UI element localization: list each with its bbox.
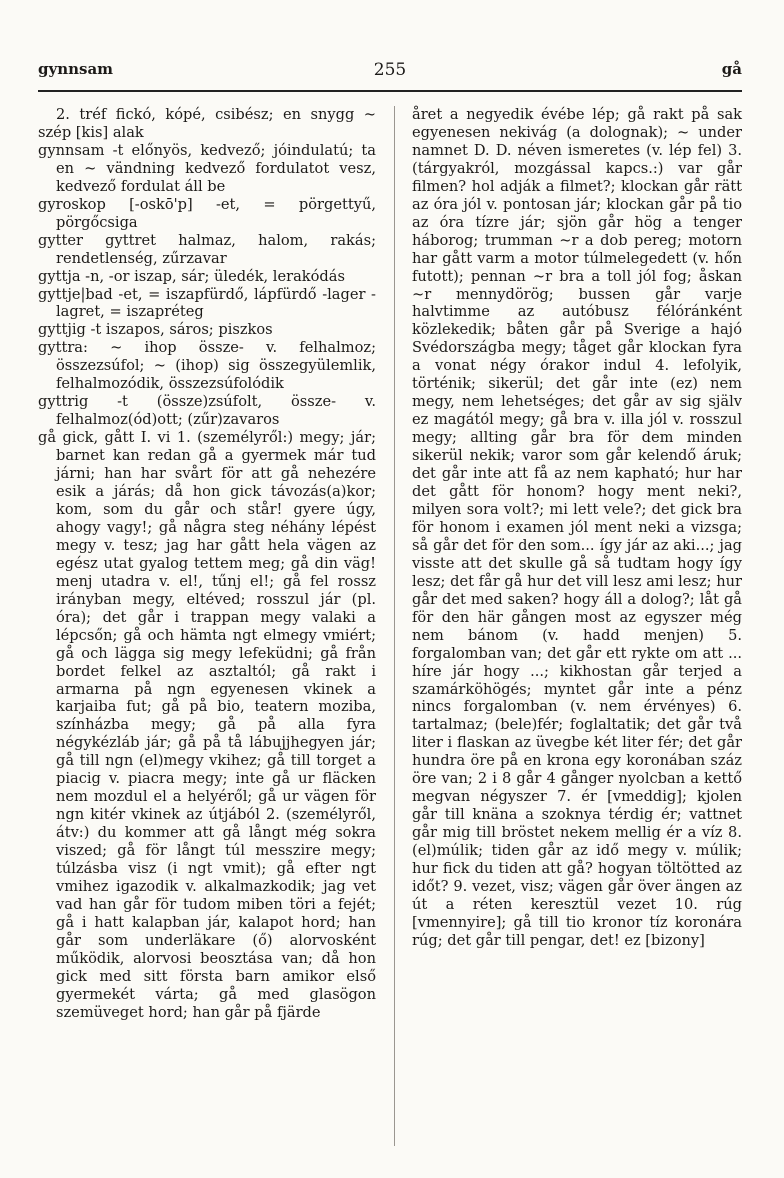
column-divider [394, 106, 395, 1146]
page-number: 255 [373, 60, 407, 80]
dictionary-entry: gyttrig -t (össze)zsúfolt, össze- v. felhalmoz(ód)ott; (zűr)zavaros [38, 393, 376, 429]
dictionary-entry: gynnsam -t előnyös, kedvező; jóindulatú; ta en ~ vändning kedvező fordulatot vesz, kedvező fordulat áll be [38, 141, 376, 195]
dictionary-entry: gyroskop [-oskō'p] -et, = pörgettyű, pörgőcsiga [38, 195, 376, 231]
page-header [38, 60, 742, 86]
dictionary-entry: gyttja -n, -or iszap, sár; üledék, lerakódás [38, 267, 345, 285]
dictionary-entry: 2. tréf fickó, kópé, csibész; en snygg ~ szép [kis] alak [38, 106, 376, 141]
dictionary-entry: gyttje|bad -et, = iszapfürdő, lápfürdő -lager -lagret, = iszapréteg [38, 285, 376, 321]
header-guide-word-left: gynnsam [38, 60, 114, 78]
dictionary-entry: gytter gyttret halmaz, halom, rakás; rendetlenség, zűrzavar [38, 231, 376, 267]
dictionary-entry: gå gick, gått I. vi 1. (személyről:) megy; jár; barnet kan redan gå a gyermek már tud járni; han har svårt för att gå nehezére esik a járás; då hon gick távozás(a)kor; kom, som du går och står! gyere úgy, ahogy vagy!; gå några steg néhány lépést megy v. tesz; jag har gått hela vägen az egész utat gyalog tettem meg; gå din väg! menj utadra v. el!, tűnj el!; gå fel rossz irányban megy, eltéved; rosszul jár (pl. óra); det går i trappan megy valaki a lépcsőn; gå och hämta ngt elmegy vmiért; gå och lägga sig megy lefeküdni; gå från bordet felkel az asztaltól; gå rakt i armarna på ngn egyenesen vkinek a karjaiba fut; gå på bio, teatern moziba, színházba megy; gå på alla fyra négykézláb jár; gå på tå lábujjhegyen jár; gå till ngn (el)megy vkihez; gå till torget a piacig v. piacra megy; inte gå ur fläcken nem mozdul el a helyéről; gå ur vägen för ngn kitér vkinek az útjából 2. (személyről, átv:) du kommer att gå långt még sokra viszed; gå för långt túl messzire megy; túlzásba visz (i ngt vmit); gå efter ngt vmihez igazodik v. alkalmazkodik; jag vet vad han går för tudom miben töri a fejét; gå i hatt kalapban jár, kalapot hord; han går som underläkare (ő) alorvosként működik, alorvosi beosztása van; då hon gick med sitt första barn amikor első gyermekét várta; gå med glasögon szemüveget hord; han går på fjärde [38, 429, 376, 1021]
header-rule [38, 90, 742, 92]
dictionary-entry: gyttjig -t iszapos, sáros; piszkos [38, 321, 273, 339]
left-column [38, 106, 376, 1022]
header-guide-word-right: gå [721, 60, 742, 78]
right-column [412, 106, 742, 950]
dictionary-entry: gyttra: ~ ihop össze- v. felhalmoz; összezsúfol; ~ (ihop) sig összegyülemlik, felhalmozódik, összezsúfolódik [38, 339, 376, 393]
dictionary-entry-continuation: året a negyedik évébe lép; gå rakt på sak egyenesen nekivág (a dolognak); ~ under namnet D. D. néven ismeretes (v. lép fel) 3. (tárgyakról, mozgással kapcs.:) var går filmen? hol adják a filmet?; klockan går rätt az óra jól v. pontosan jár; klockan går på tio az óra tízre jár; sjön går hög a tenger háborog; trumman ~r a dob pereg; motorn har gått varm a motor túlmelegedett (v. hőn futott); pennan ~r bra a toll jól fog; åskan ~r mennydörög; bussen går varje halvtimme az autóbusz félóránként közlekedik; båten går på Sverige a hajó Svédországba megy; tåget går klockan fyra a vonat négy órakor indul 4. lefolyik, történik; sikerül; det går inte (ez) nem megy, nem lehetséges; det går av sig själv ez magától megy; gå bra v. illa jól v. rosszul megy; allting går bra för dem minden sikerül nekik; varor som går kelendő áruk; det går inte att få az nem kapható; hur har det gått för honom? hogy ment neki?, milyen sora volt?; mi lett vele?; det gick bra för honom i examen jól ment neki a vizsga; så går det för den som... így jár az aki...; jag visste att det skulle gå så tudtam hogy így lesz; det får gå hur det vill lesz ami lesz; hur går det med saken? hogy áll a dolog?; låt gå för den här gången most az egyszer még nem bánom (v. hadd menjen) 5. forgalomban van; det går ett rykte om att ... híre jár hogy ...; kikhostan går terjed a szamárköhögés; myntet går inte a pénz nincs forgalomban (v. nem érvényes) 6. tartalmaz; (bele)fér; foglaltatik; det går två liter i flaskan az üvegbe két liter fér; det går hundra öre på en krona egy koronában száz öre van; 2 i 8 går 4 gånger nyolcban a kettő megvan négyszer 7. ér [vmeddig]; kjolen går till knäna a szoknya térdig ér; vattnet går mig till bröstet nekem mellig ér a víz 8. (el)múlik; tiden går az idő megy v. múlik; hur fick du tiden att gå? hogyan töltötted az időt? 9. vezet, visz; vägen går över ängen az út a réten keresztül vezet 10. rúg [vmennyire]; gå till tio kronor tíz koronára rúg; det går till pengar, det! ez [bizony] [412, 106, 742, 949]
